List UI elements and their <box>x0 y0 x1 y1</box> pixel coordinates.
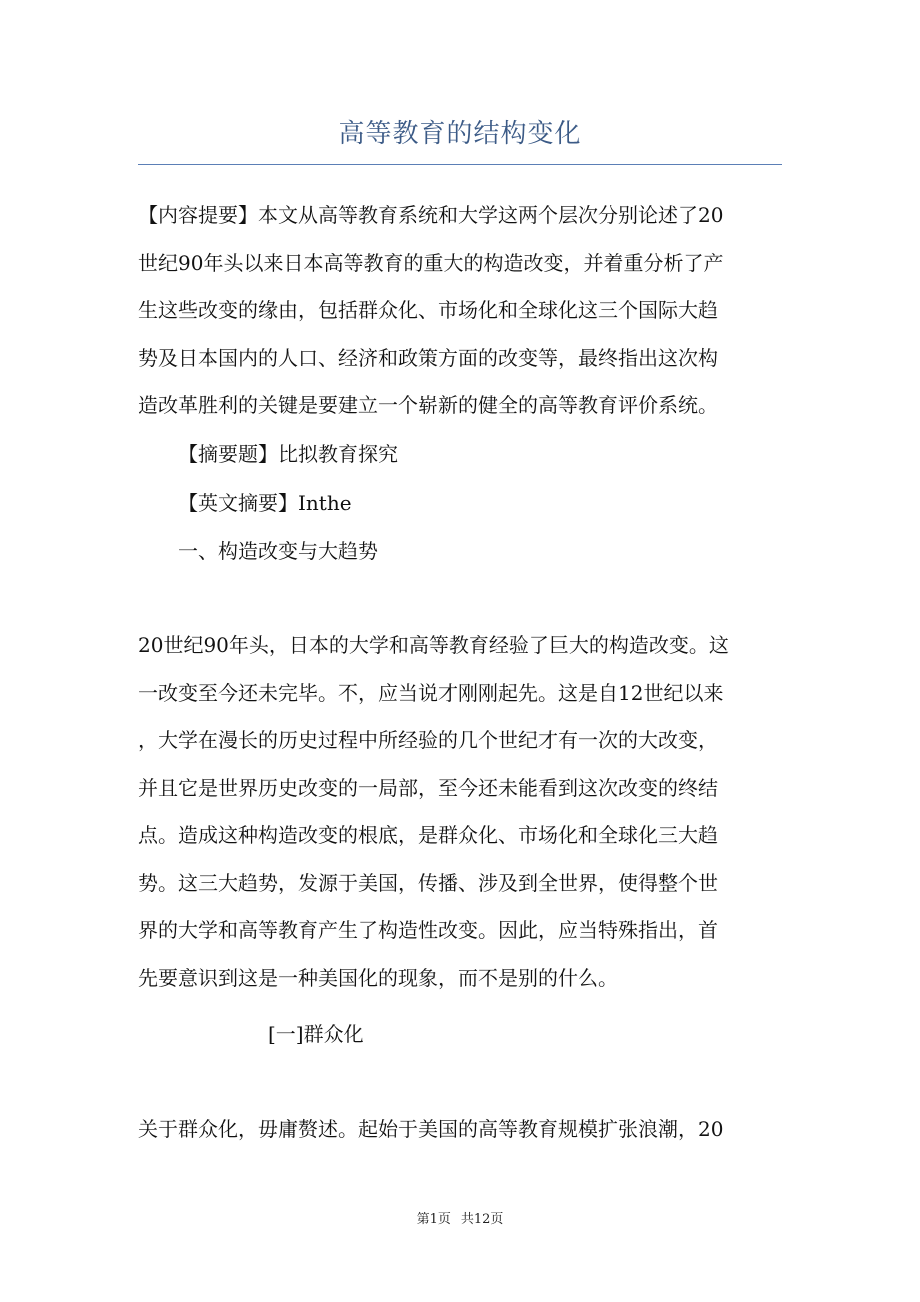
body-line: 并且它是世界历史改变的一局部，至今还未能看到这次改变的终结 <box>138 775 718 800</box>
body-line: 点。造成这种构造改变的根底，是群众化、市场化和全球化三大趋 <box>138 823 718 847</box>
abstract-line: 世纪90年头以来日本高等教育的重大的构造改变，并着重分析了产 <box>138 250 724 275</box>
abstract-line: 造改革胜利的关键是要建立一个崭新的健全的高等教育评价系统。 <box>138 393 718 417</box>
subsection-heading: [一]群众化 <box>268 1022 364 1046</box>
body-line: 界的大学和高等教育产生了构造性改变。因此，应当特殊指出，首 <box>138 918 718 942</box>
abstract-line: 【内容提要】本文从高等教育系统和大学这两个层次分别论述了20 <box>138 203 724 227</box>
title-underline <box>138 164 782 165</box>
body-line: ，大学在漫长的历史过程中所经验的几个世纪才有一次的大改变， <box>138 728 718 752</box>
body-line: 一改变至今还未完毕。不，应当说才刚刚起先。这是自12世纪以来 <box>138 680 724 705</box>
section-heading: 一、构造改变与大趋势 <box>178 539 378 563</box>
body-paragraph <box>138 1106 778 1154</box>
body-line: 关于群众化，毋庸赘述。起始于美国的高等教育规模扩张浪潮，20 <box>138 1117 724 1141</box>
body-line: 先要意识到这是一种美国化的现象，而不是别的什么。 <box>138 965 618 990</box>
english-abstract-line: 【英文摘要】Inthe <box>178 491 352 515</box>
keywords-line: 【摘要题】比拟教育探究 <box>178 442 398 466</box>
body-line: 势。这三大趋势，发源于美国，传播、涉及到全世界，使得整个世 <box>138 870 718 895</box>
page-total: 共12页 <box>460 1212 504 1227</box>
abstract-line: 势及日本国内的人口、经济和政策方面的改变等，最终指出这次构 <box>138 345 718 370</box>
body-paragraph <box>138 622 778 1002</box>
body-line: 20世纪90年头，日本的大学和高等教育经验了巨大的构造改变。这 <box>138 633 729 657</box>
document-title: 高等教育的结构变化 <box>338 119 582 149</box>
page-number: 第1页 <box>416 1212 451 1227</box>
abstract-line: 生这些改变的缘由，包括群众化、市场化和全球化这三个国际大趋 <box>138 298 718 322</box>
abstract-paragraph <box>138 192 778 430</box>
page-footer <box>0 1208 920 1227</box>
